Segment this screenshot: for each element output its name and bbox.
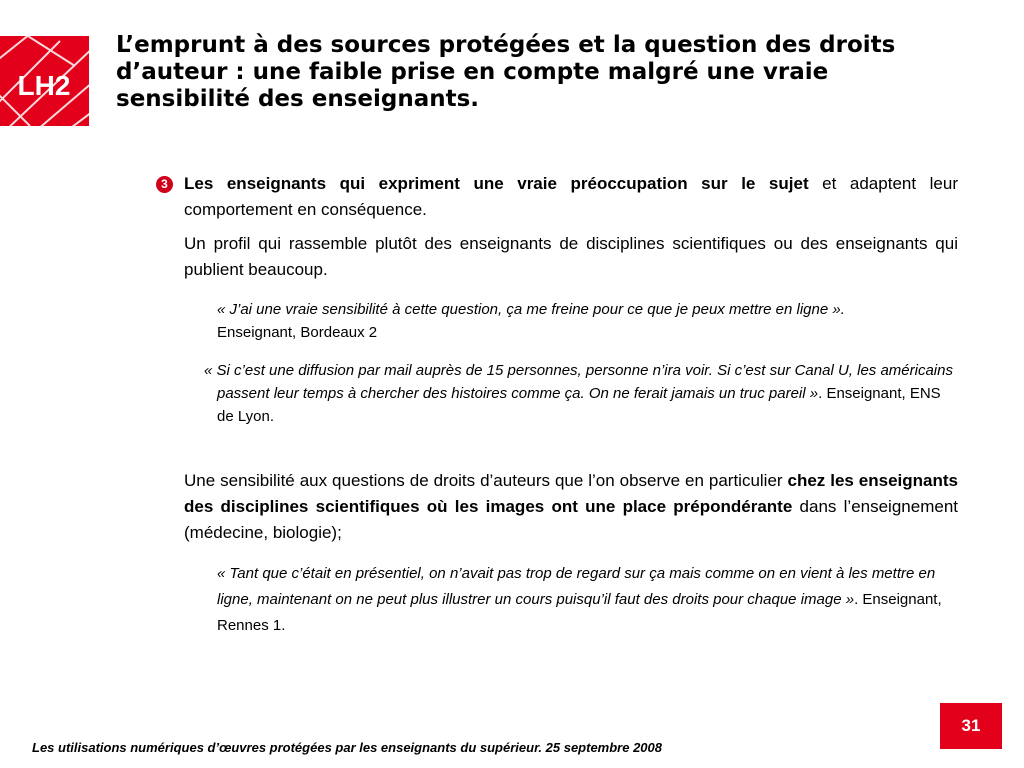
paragraph-3-bold: chez les enseignants des disciplines scientifiques où les images ont une place prépondérante [184, 471, 958, 516]
quote-1 [217, 298, 958, 344]
quote-2 [204, 359, 958, 428]
quote-2-text: « Si c’est une diffusion par mail auprès de 15 personnes, personne n’ira voir. Si c’est sur Canal U, les américains passent leur temps à chercher des histoires comme ça. On ne ferait jamais un truc pareil » [204, 362, 953, 402]
logo-text: LH2 [17, 70, 71, 101]
paragraph-3-start: Une sensibilité aux questions de droits d’auteurs que l’on observe en particulier [184, 471, 788, 490]
paragraph-3-rest: dans l’enseignement (médecine, biologie); [184, 497, 958, 542]
paragraph-2: Un profil qui rassemble plutôt des enseignants de disciplines scientifiques ou des enseignants qui publient beaucoup. [184, 234, 958, 279]
paragraph-1-bold: Les enseignants qui expriment une vraie préoccupation sur le sujet [184, 174, 809, 193]
footer-text: Les utilisations numériques d’œuvres protégées par les enseignants du supérieur. 25 septembre 2008 [32, 740, 662, 755]
quote-1-text: « J’ai une vraie sensibilité à cette question, ça me freine pour ce que je peux mettre en ligne ». [217, 301, 845, 318]
quote-3-text: « Tant que c’était en présentiel, on n’avait pas trop de regard sur ça mais comme on en vient à les mettre en ligne, maintenant on ne peut plus illustrer un cours puisqu’il faut des droits pour chaque image » [217, 565, 936, 608]
slide-content [184, 171, 958, 654]
numbered-bullet-icon: 3 [156, 176, 173, 193]
quote-3-source: . Enseignant, Rennes 1. [217, 591, 942, 634]
lh2-logo [0, 36, 89, 126]
page-number-badge: 31 [940, 703, 1002, 749]
quote-1-source: Enseignant, Bordeaux 2 [217, 324, 378, 341]
lh2-logo-graphic [0, 36, 89, 126]
quote-3 [217, 561, 958, 639]
slide-title: L’emprunt à des sources protégées et la question des droits d’auteur : une faible prise en compte malgré une vraie sensibilité des enseignants. [116, 32, 896, 112]
quote-2-source: . Enseignant, ENS de Lyon. [217, 385, 941, 425]
paragraph-1-rest: et adaptent leur comportement en conséquence. [184, 174, 958, 219]
paragraph-1 [184, 171, 958, 223]
paragraph-3 [184, 468, 958, 546]
